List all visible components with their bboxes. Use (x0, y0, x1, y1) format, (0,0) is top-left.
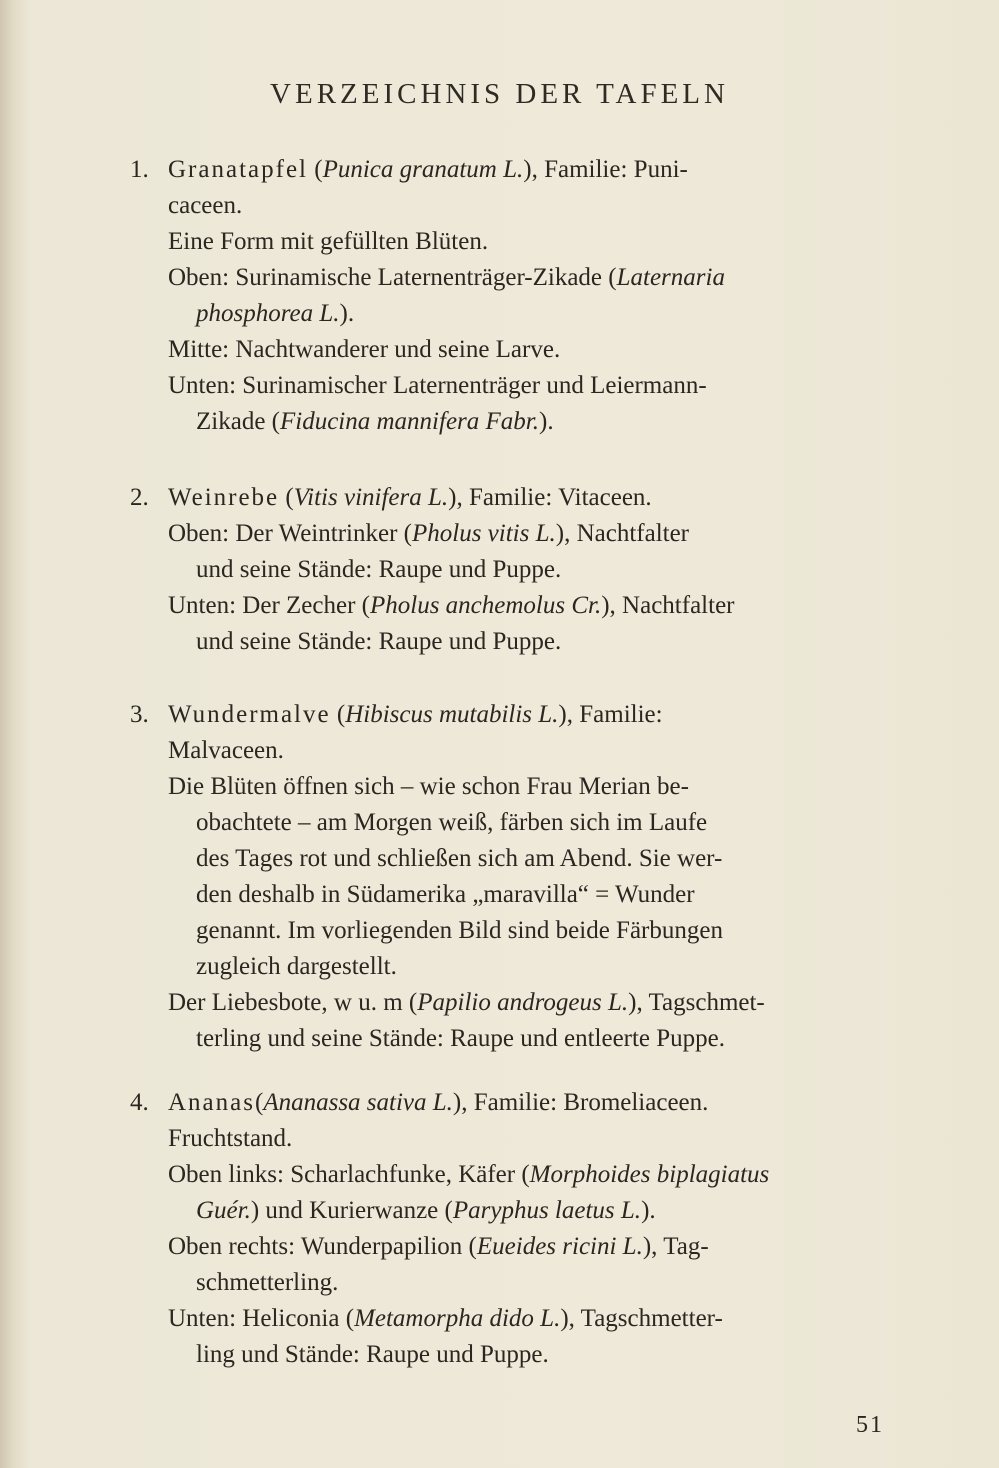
entry-note: Oben rechts: Wunderpapilion (Eueides ricini L.), Tag- schmetterling. (168, 1233, 709, 1296)
entry-number: 2. (130, 484, 149, 511)
entry-number: 4. (130, 1089, 149, 1116)
entry-note: Die Blüten öffnen sich – wie schon Frau Merian be- obachtete – am Morgen weiß, färben sich im Laufe des Tages rot und schließen sich am Abend. Sie wer- den deshalb in Südamerika „maravilla“ = Wunder genannt. Im vorliegenden Bild sind beide Färbungen zugleich dargestellt. (168, 773, 723, 980)
entry-heading: 4. Ananas(Ananassa sativa L.), Familie: Bromeliaceen. (130, 1085, 882, 1121)
entry-number: 3. (130, 701, 149, 728)
entry-number: 1. (130, 156, 149, 183)
latin-name: Punica granatum L. (322, 156, 524, 183)
entry-note: Oben: Surinamische Laternenträger-Zikade (Laternaria phosphorea L.). (168, 264, 725, 327)
entry-heading: 2. Weinrebe (Vitis vinifera L.), Familie: Vitaceen. (130, 480, 882, 516)
page-number: 51 (856, 1412, 884, 1438)
latin-name: Hibiscus mutabilis L. (345, 701, 559, 728)
plant-name: Ananas (168, 1089, 255, 1116)
plate-entry-1 (130, 152, 882, 440)
plant-name: Granatapfel (168, 156, 308, 183)
entry-heading: 3. Wundermalve (Hibiscus mutabilis L.), Familie: (130, 697, 882, 733)
entry-continuation: caceen. (168, 192, 243, 219)
page-title: VERZEICHNIS DER TAFELN (270, 78, 729, 110)
entry-note: Eine Form mit gefüllten Blüten. (168, 228, 489, 255)
entry-note: Oben links: Scharlachfunke, Käfer (Morphoides biplagiatus Guér.) und Kurierwanze (Paryphus laetus L.). (168, 1161, 770, 1224)
latin-name: Ananassa sativa L. (263, 1089, 453, 1116)
entry-note: Unten: Der Zecher (Pholus anchemolus Cr.), Nachtfalter und seine Stände: Raupe und Puppe. (168, 592, 735, 655)
plate-entry-4 (130, 1085, 882, 1373)
entry-continuation: Malvaceen. (168, 737, 284, 764)
plant-name: Weinrebe (168, 484, 280, 511)
plate-entry-3 (130, 697, 882, 1057)
entry-continuation: Fruchtstand. (168, 1125, 293, 1152)
plant-name: Wundermalve (168, 701, 331, 728)
entry-heading: 1. Granatapfel (Punica granatum L.), Familie: Puni- (130, 152, 882, 188)
entry-note: Mitte: Nachtwanderer und seine Larve. (168, 336, 561, 363)
entry-note: Unten: Heliconia (Metamorpha dido L.), Tagschmetter- ling und Stände: Raupe und Puppe. (168, 1305, 723, 1368)
entry-note: Der Liebesbote, w u. m (Papilio androgeus L.), Tagschmet- terling und seine Stände: Raupe und entleerte Puppe. (168, 989, 765, 1052)
entry-note: Oben: Der Weintrinker (Pholus vitis L.), Nachtfalter und seine Stände: Raupe und Puppe. (168, 520, 690, 583)
plate-entry-2 (130, 480, 882, 660)
entry-note: Unten: Surinamischer Laternenträger und Leiermann- Zikade (Fiducina mannifera Fabr.). (168, 372, 707, 435)
latin-name: Vitis vinifera L. (293, 484, 449, 511)
